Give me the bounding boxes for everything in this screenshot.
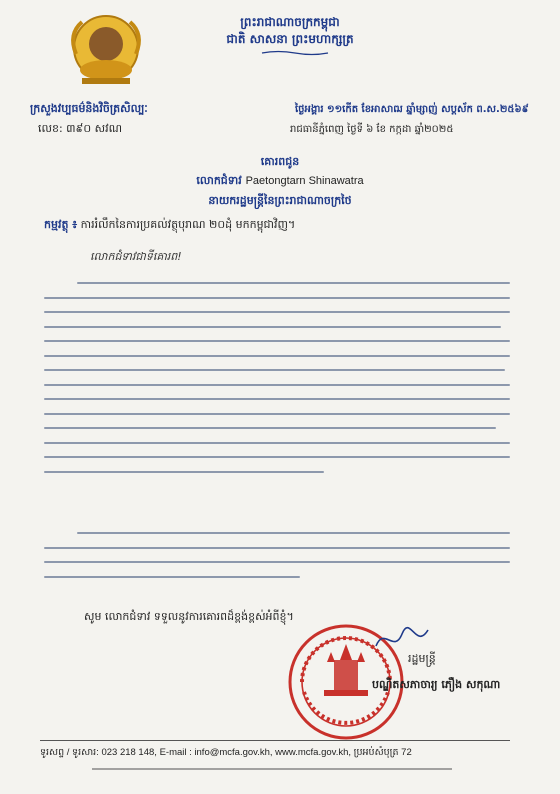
signatory-name: បណ្ឌិតសភាចារ្យ ភឿង សកុណា	[372, 678, 501, 691]
salutation-line3: នាយករដ្ឋមន្ត្រីនៃព្រះរាជាណាចក្រថៃ	[208, 194, 352, 207]
reference-number	[38, 122, 122, 138]
footer-phone: 023 218 148	[101, 747, 155, 758]
kingdom-name: ព្រះរាជាណាចក្រកម្ពុជា	[240, 15, 340, 29]
solar-date-prefix: រាជធានីភ្នំពេញ ថ្ងៃទី	[290, 124, 364, 135]
recipient-title: លោកជំទាវ	[196, 174, 242, 187]
salutation-line2	[0, 171, 560, 191]
salutation-block	[0, 152, 560, 210]
subject-label: កម្មវត្ថុ ៖	[44, 218, 78, 231]
footer-po-label: ប្រអប់សំបុត្រ	[353, 747, 399, 758]
greeting: លោកជំទាវជាទីគោរព!	[90, 250, 182, 263]
kingdom-header	[200, 14, 380, 48]
motto-ornament	[260, 50, 330, 56]
salutation-line1: គោរពជូន	[260, 155, 300, 168]
lunar-date: ថ្ងៃអង្គារ ១១កើត ខែអាសាឍ ឆ្នាំម្សាញ់ សប្តស័ក ព.ស.២៥៦៩	[295, 104, 529, 115]
footer-divider	[40, 740, 510, 741]
footer-address-line	[92, 763, 452, 775]
signatory-title: រដ្ឋមន្ត្រី	[408, 652, 436, 665]
footer-email[interactable]: , E-mail : info@mcfa.gov.kh,	[154, 747, 273, 758]
footer-po-number: 72	[401, 747, 412, 758]
solar-date-month: ខែ កក្កដា ឆ្នាំ២០២៥	[376, 124, 454, 135]
kingdom-motto: ជាតិ សាសនា ព្រះមហាក្សត្រ	[226, 32, 354, 46]
footer-contact-label: ទូរសព្ទ / ទូរសារ:	[40, 747, 99, 758]
subject-line	[44, 218, 295, 234]
subject-text: ការរំលឹកនៃការប្រគល់វត្ថុបុរាណ ២០ដុំ មកកម្ពុជាវិញ។	[80, 218, 296, 231]
body-paragraph-1	[44, 282, 510, 485]
body-paragraph-2	[44, 532, 510, 590]
footer-website[interactable]: www.mcfa.gov.kh,	[275, 747, 352, 758]
recipient-name: Paetongtarn Shinawatra	[245, 175, 364, 187]
solar-date-day: ៦	[366, 124, 374, 135]
ministry-logo	[62, 14, 150, 90]
reference-value: ៣៩០ សវណ	[66, 122, 123, 135]
reference-prefix: លេខ:	[38, 122, 63, 135]
closing-line: សូម លោកជំទាវ ទទួលនូវការគោរពដ៏ខ្ពង់ខ្ពស់អំពីខ្ញុំ។	[84, 610, 294, 623]
ministry-name: ក្រសួងវប្បធម៌និងវិចិត្រសិល្បៈ	[30, 102, 148, 115]
solar-date	[290, 122, 453, 137]
footer-contact	[40, 746, 510, 760]
